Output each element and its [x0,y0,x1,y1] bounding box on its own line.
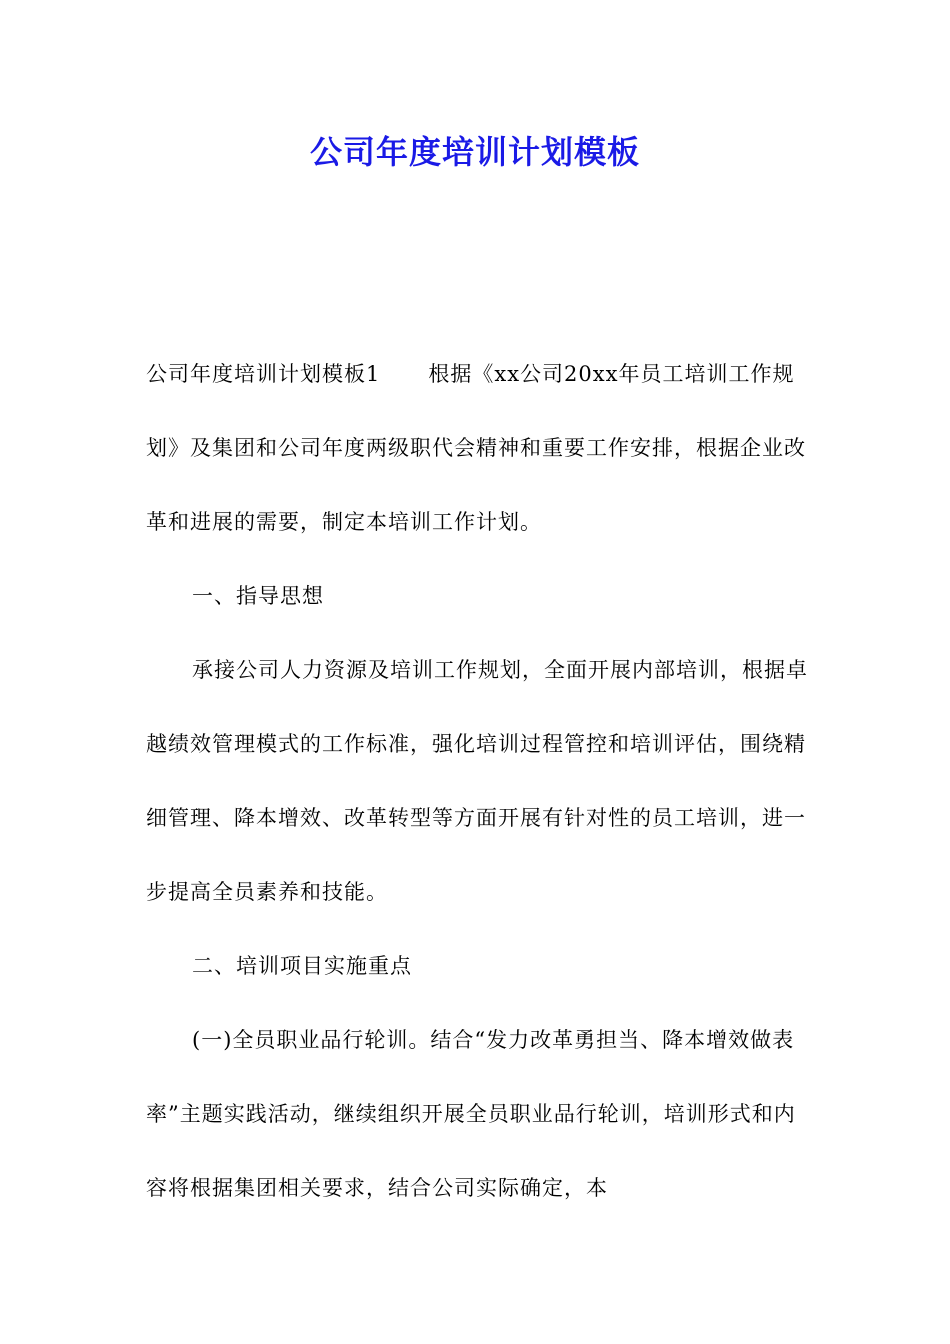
intro-paragraph [146,337,810,559]
section-heading-training-focus: 二、培训项目实施重点 [192,954,412,978]
document-title: 公司年度培训计划模板 [309,133,640,171]
training-item-1-paragraph: (一)全员职业品行轮训。结合“发力改革勇担当、降本增效做表率”主题实践活动，继续组织开展全员职业品行轮训，培训形式和内容将根据集团相关要求，结合公司实际确定，本 [146,1028,796,1200]
document-body [146,337,810,1225]
intro-lead: 公司年度培训计划模板1 [146,362,381,386]
intro-text: 根据《xx公司20xx年员工培训工作规划》及集团和公司年度两级职代会精神和重要工作安排，根据企业改革和进展的需要，制定本培训工作计划。 [146,362,806,534]
section-heading-guiding-ideology: 一、指导思想 [192,584,324,608]
guiding-ideology-paragraph: 承接公司人力资源及培训工作规划，全面开展内部培训，根据卓越绩效管理模式的工作标准，强化培训过程管控和培训评估，围绕精细管理、降本增效、改革转型等方面开展有针对性的员工培训，进一步提高全员素养和技能。 [146,658,808,904]
